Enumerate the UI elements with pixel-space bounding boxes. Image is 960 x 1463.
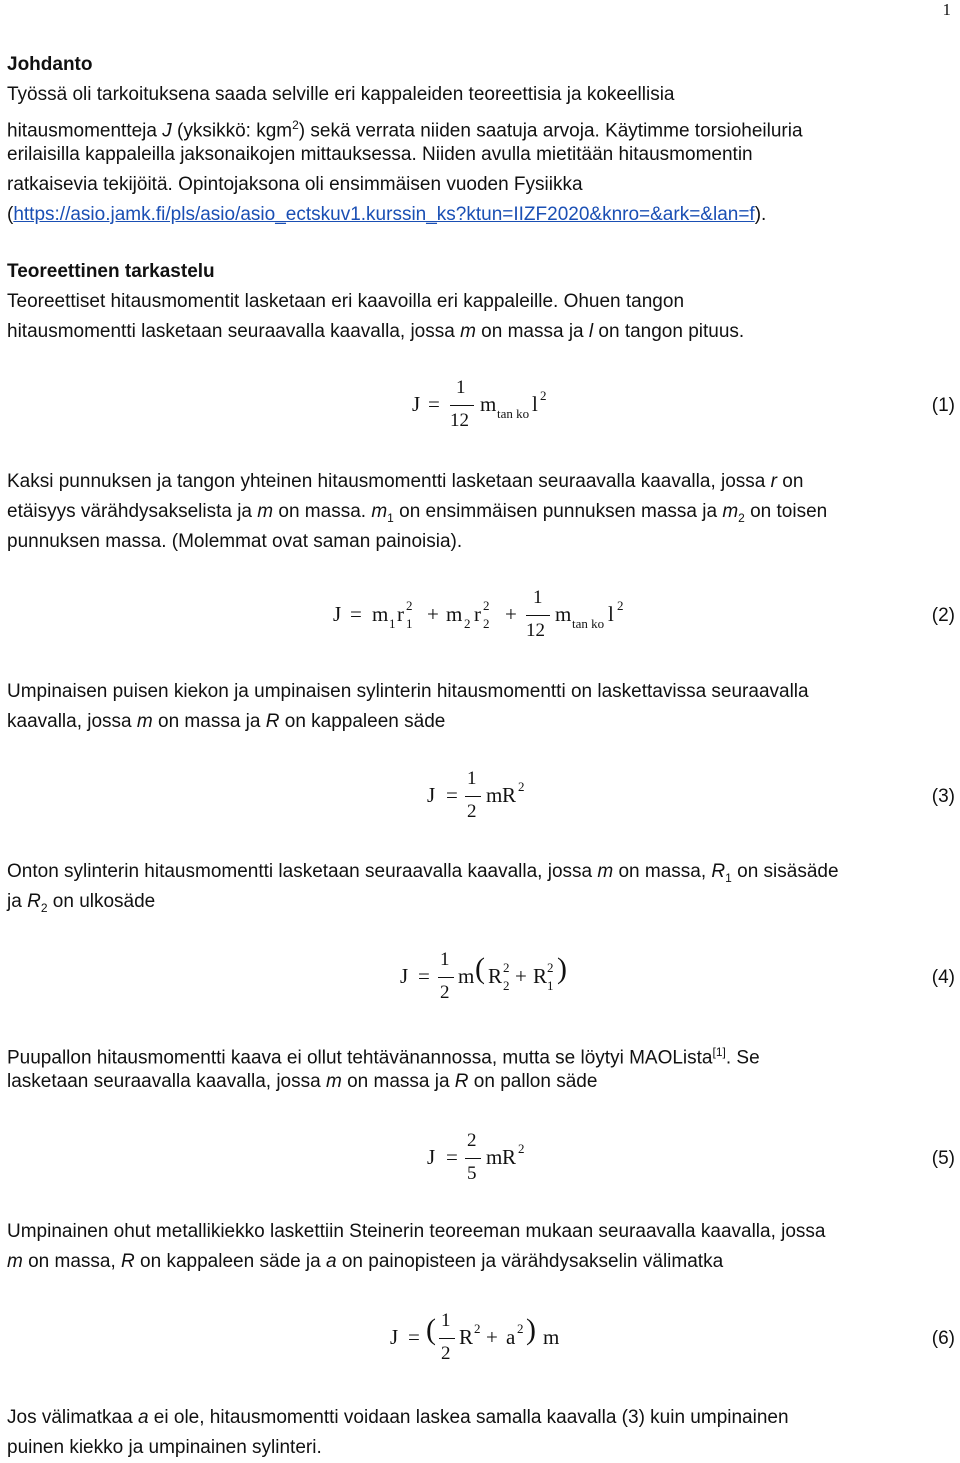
equation-symbol: R <box>533 964 548 988</box>
p6-line-1: Umpinainen ohut metallikiekko laskettiin Steinerin teoreeman mukaan seuraavalla kaavalla, jossa <box>7 1221 826 1242</box>
text-run: m <box>7 1251 23 1272</box>
text-run: on sisäsäde <box>731 861 839 882</box>
equation-symbol: = <box>428 392 440 416</box>
intro-line-5 <box>7 200 957 230</box>
text-run: on ensimmäisen punnuksen massa ja <box>393 501 723 522</box>
text-run: 2 <box>292 118 299 132</box>
text-run: on massa, <box>22 1251 122 1272</box>
fraction-bar <box>526 615 550 616</box>
text-run: on massa. <box>273 501 372 522</box>
fraction-bar <box>450 405 474 406</box>
text-run: Puupallon hitausmomentti kaava ei ollut tehtävänannossa, mutta se löytyi MAOLista <box>7 1047 713 1069</box>
text-run: on <box>776 471 804 492</box>
text-run: R <box>454 1071 469 1092</box>
equation-6 <box>0 1308 960 1368</box>
parenthesis: ( <box>475 952 485 985</box>
equation-number: (5) <box>931 1148 955 1169</box>
text-run: ( <box>7 204 14 225</box>
text-run: on massa, <box>613 861 712 882</box>
text-run: R <box>121 1251 135 1272</box>
equation-symbol: = <box>418 964 430 988</box>
equation-symbol: = <box>408 1325 420 1349</box>
equation-symbol: + <box>515 964 527 988</box>
text-run: hitausmomentteja <box>7 120 163 142</box>
text-run: on tangon pituus. <box>593 321 745 342</box>
equation-symbol: 1 <box>456 377 466 398</box>
text-run: lasketaan seuraavalla kaavalla, jossa <box>7 1071 326 1092</box>
intro-line-3: erilaisilla kappaleilla jaksonaikojen mittauksessa. Niiden avulla mietitään hitausmomentin <box>7 144 753 165</box>
text-run: R <box>711 861 726 882</box>
equation-symbol: R <box>459 1325 474 1349</box>
subscript: 1 <box>389 616 396 631</box>
subscript: 1 <box>547 978 554 993</box>
superscript: 2 <box>540 388 547 403</box>
text-run: on massa ja <box>475 321 589 342</box>
p5-line-2 <box>7 1067 957 1097</box>
theory-line-2 <box>7 317 957 347</box>
p3-line-1: Umpinaisen puisen kiekon ja umpinaisen sylinterin hitausmomentti on laskettavissa seuraavalla <box>7 681 809 702</box>
equation-symbol: 2 <box>467 801 477 822</box>
p7-line-2: puinen kiekko ja umpinainen sylinteri. <box>7 1437 322 1458</box>
text-run: etäisyys värähdysakselista ja <box>7 501 258 522</box>
equation-symbol: + <box>486 1325 498 1349</box>
intro-line-4: ratkaisevia tekijöitä. Opintojaksona oli ensimmäisen vuoden Fysiikka <box>7 174 583 195</box>
text-run: m <box>257 501 274 522</box>
text-run: m <box>371 501 388 522</box>
text-run: m <box>325 1071 342 1092</box>
equation-symbol: 1 <box>533 587 543 608</box>
equation-symbol: 12 <box>526 620 545 641</box>
text-run: on kappaleen säde ja <box>134 1251 326 1272</box>
equation-symbol: m <box>446 602 463 626</box>
equation-symbol: m <box>458 964 475 988</box>
equation-symbol: 1 <box>467 768 477 789</box>
superscript: 2 <box>617 598 624 613</box>
equation-symbol: J <box>400 964 409 988</box>
text-run: [1] <box>712 1045 726 1059</box>
text-run: 1 <box>725 870 732 885</box>
p3-line-2 <box>7 707 957 737</box>
p6-line-2 <box>7 1247 957 1277</box>
equation-4 <box>0 947 960 1007</box>
equation-number: (3) <box>931 786 955 807</box>
text-run: Onton sylinterin hitausmomentti lasketaan seuraavalla kaavalla, jossa <box>7 861 598 882</box>
equation-symbol: 12 <box>450 410 469 431</box>
equation-symbol: R <box>502 1145 517 1169</box>
text-run: ei ole, hitausmomentti voidaan laskea samalla kaavalla (3) kuin umpinainen <box>148 1407 789 1428</box>
text-run: on kappaleen säde <box>279 711 446 732</box>
equation-symbol: 1 <box>440 949 450 970</box>
equation-1 <box>0 375 960 435</box>
fraction-bar <box>465 796 481 797</box>
equation-symbol: 2 <box>467 1130 477 1151</box>
equation-symbol: 2 <box>440 982 450 1003</box>
text-run: Jos välimatkaa <box>7 1407 138 1428</box>
text-run: Kaksi punnuksen ja tangon yhteinen hitausmomentti lasketaan seuraavalla kaavalla, jossa <box>7 471 771 492</box>
fraction-bar <box>439 1338 455 1339</box>
equation-symbol: 2 <box>441 1343 451 1364</box>
text-run: m <box>722 501 739 522</box>
text-run: l <box>588 321 594 342</box>
superscript: 2 <box>517 1321 524 1336</box>
equation-symbol: m <box>543 1325 560 1349</box>
text-run: a <box>326 1251 337 1272</box>
theory-heading: Teoreettinen tarkastelu <box>7 261 215 282</box>
equation-number: (2) <box>931 605 955 626</box>
p4-line-2 <box>7 887 957 923</box>
superscript: 2 <box>503 960 510 975</box>
equation-symbol: m <box>480 392 497 416</box>
parenthesis: ( <box>426 1313 436 1346</box>
equation-symbol: = <box>446 1145 458 1169</box>
subscript: tan ko <box>572 616 605 631</box>
text-run: on toisen <box>744 501 828 522</box>
equation-number: (6) <box>931 1328 955 1349</box>
text-run: hitausmomentti lasketaan seuraavalla kaavalla, jossa <box>7 321 461 342</box>
subscript: 2 <box>483 616 490 631</box>
subscript: 2 <box>503 978 510 993</box>
text-run: m <box>460 321 476 342</box>
equation-number: (4) <box>931 967 955 988</box>
p7-line-1 <box>7 1403 957 1433</box>
equation-symbol: = <box>350 602 362 626</box>
text-run: 2 <box>40 900 48 915</box>
text-run: on massa ja <box>341 1071 455 1092</box>
subscript: 1 <box>406 616 413 631</box>
text-run: . Se <box>725 1047 760 1069</box>
theory-line-1: Teoreettiset hitausmomentit lasketaan eri kaavoilla eri kappaleille. Ohuen tangon <box>7 291 685 312</box>
equation-symbol: m <box>372 602 389 626</box>
text-run: 1 <box>387 510 394 525</box>
text-run: m <box>597 861 614 882</box>
superscript: 2 <box>518 1141 525 1156</box>
equation-symbol: + <box>505 602 517 626</box>
p2-line-1 <box>7 467 957 497</box>
course-link[interactable]: https://asio.jamk.fi/pls/asio/asio_ectskuv1.kurssin_ks?ktun=IIZF2020&knro=&ark=&lan=f <box>13 204 755 225</box>
text-run: kaavalla, jossa <box>7 711 137 732</box>
equation-3 <box>0 766 960 826</box>
equation-symbol: J <box>427 783 436 807</box>
equation-symbol: a <box>506 1325 516 1349</box>
superscript: 2 <box>474 1321 481 1336</box>
text-run: on massa ja <box>152 711 266 732</box>
text-run: on ulkosäde <box>47 891 156 912</box>
equation-symbol: l <box>532 392 538 416</box>
equation-symbol: J <box>412 392 421 416</box>
equation-5 <box>0 1128 960 1188</box>
text-run: 2 <box>738 510 745 525</box>
text-run: on painopisteen ja värähdysakselin välimatka <box>336 1251 724 1272</box>
text-run: a <box>137 1407 149 1428</box>
equation-symbol: + <box>427 602 439 626</box>
equation-symbol: 5 <box>467 1163 477 1184</box>
superscript: 2 <box>547 960 554 975</box>
equation-symbol: R <box>502 783 517 807</box>
intro-heading: Johdanto <box>7 54 93 75</box>
text-run: ). <box>754 204 767 225</box>
superscript: 2 <box>483 598 490 613</box>
p2-line-3: punnuksen massa. (Molemmat ovat saman painoisia). <box>7 531 463 552</box>
text-run: m <box>136 711 153 732</box>
fraction-bar <box>465 1158 481 1159</box>
equation-symbol: m <box>555 602 572 626</box>
superscript: 2 <box>518 779 525 794</box>
equation-symbol: = <box>446 783 458 807</box>
equation-symbol: J <box>333 602 342 626</box>
page-number: 1 <box>942 0 951 19</box>
subscript: tan ko <box>497 406 530 421</box>
text-run: J <box>162 120 172 142</box>
equation-symbol: J <box>390 1325 399 1349</box>
equation-number: (1) <box>931 395 955 416</box>
equation-symbol: r <box>397 602 404 626</box>
equation-symbol: R <box>488 964 503 988</box>
equation-2 <box>0 585 960 645</box>
equation-symbol: m <box>486 783 503 807</box>
text-run: R <box>27 891 41 912</box>
parenthesis: ) <box>526 1313 536 1346</box>
parenthesis: ) <box>557 952 567 985</box>
superscript: 2 <box>406 598 413 613</box>
equation-symbol: l <box>608 602 614 626</box>
fraction-bar <box>438 977 454 978</box>
text-run: (yksikkö: kgm <box>171 120 293 142</box>
intro-line-1: Työssä oli tarkoituksena saada selville eri kappaleiden teoreettisia ja kokeellisia <box>7 84 675 105</box>
equation-symbol: m <box>486 1145 503 1169</box>
text-run: ja <box>7 891 28 912</box>
equation-symbol: r <box>474 602 481 626</box>
equation-symbol: 1 <box>441 1310 451 1331</box>
subscript: 2 <box>464 616 471 631</box>
text-run: R <box>265 711 280 732</box>
text-run: on pallon säde <box>468 1071 598 1092</box>
text-run: r <box>770 471 777 492</box>
equation-symbol: J <box>427 1145 436 1169</box>
text-run: ) sekä verrata niiden saatuja arvoja. Käytimme torsioheiluria <box>298 120 803 142</box>
